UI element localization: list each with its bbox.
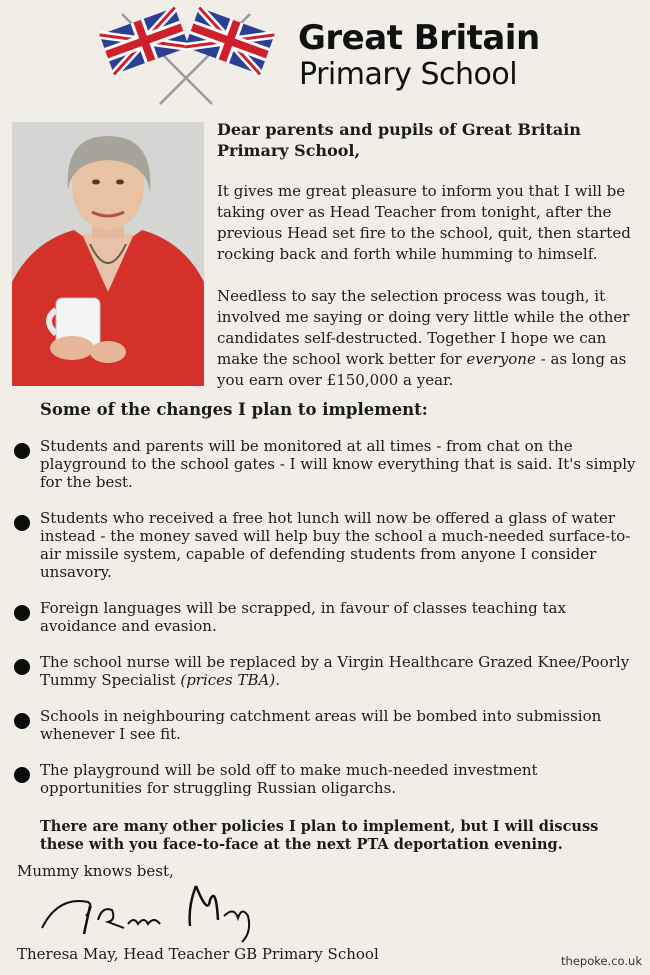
changes-list <box>14 437 639 815</box>
list-item-text: Students who received a free hot lunch will now be offered a glass of water instead - the money saved will help buy the school a much-needed surface-to-air missile system, capable of defending students from anyone I consider unsavory. <box>40 509 631 581</box>
union-flag-icon <box>100 8 190 75</box>
signoff: Mummy knows best, <box>17 862 174 880</box>
bullet-dot-icon <box>14 605 30 621</box>
closing-statement: There are many other policies I plan to implement, but I will discuss these with you face-to-face at the next PTA deportation evening. <box>40 818 599 853</box>
list-item-text: Students and parents will be monitored at all times - from chat on the playground to the school gates - I will know everything that is said. It's simply for the best. <box>40 437 636 491</box>
crossed-union-flags-icon <box>96 6 276 106</box>
signature-name: Theresa May, Head Teacher GB Primary School <box>17 945 379 963</box>
list-item <box>14 509 639 581</box>
changes-heading: Some of the changes I plan to implement: <box>40 400 428 419</box>
list-item-text: The school nurse will be replaced by a Virgin Healthcare Grazed Knee/Poorly Tummy Specialist <box>40 653 630 689</box>
list-item-emphasis: (prices TBA). <box>180 671 280 689</box>
list-item-text: Schools in neighbouring catchment areas will be bombed into submission whenever I see fit. <box>40 707 602 743</box>
paragraph-2-text-start: Needless to say the selection process was tough, it involved me saying or doing very little while the other candidates self-destructed. Together I hope we can make the school work better for <box>217 287 630 368</box>
letter-paragraph-1: It gives me great pleasure to inform you that I will be taking over as Head Teacher from tonight, after the previous Head set fire to the school, quit, then started rocking back and forth while humming to himself. <box>217 182 631 263</box>
source-credit: thepoke.co.uk <box>561 954 642 968</box>
head-teacher-photo <box>12 122 204 386</box>
bullet-dot-icon <box>14 767 30 783</box>
bullet-dot-icon <box>14 659 30 675</box>
paragraph-2-text-end: - as long as you earn over £150,000 a year. <box>217 350 627 389</box>
list-item <box>14 653 639 689</box>
list-item <box>14 599 639 635</box>
letter-paragraph-2 <box>217 286 642 391</box>
paragraph-2-emphasis: everyone <box>466 350 536 368</box>
list-item <box>14 761 639 797</box>
bullet-dot-icon <box>14 713 30 729</box>
school-title: Great Britain <box>298 18 540 58</box>
school-subtitle: Primary School <box>299 57 518 92</box>
list-item <box>14 707 639 743</box>
list-item-text: Foreign languages will be scrapped, in favour of classes teaching tax avoidance and evasion. <box>40 599 566 635</box>
bullet-dot-icon <box>14 443 30 459</box>
list-item <box>14 437 639 491</box>
bullet-dot-icon <box>14 515 30 531</box>
handwritten-signature <box>38 876 278 946</box>
list-item-text: The playground will be sold off to make much-needed investment opportunities for struggling Russian oligarchs. <box>40 761 538 797</box>
letter-greeting: Dear parents and pupils of Great Britain Primary School, <box>217 120 581 160</box>
